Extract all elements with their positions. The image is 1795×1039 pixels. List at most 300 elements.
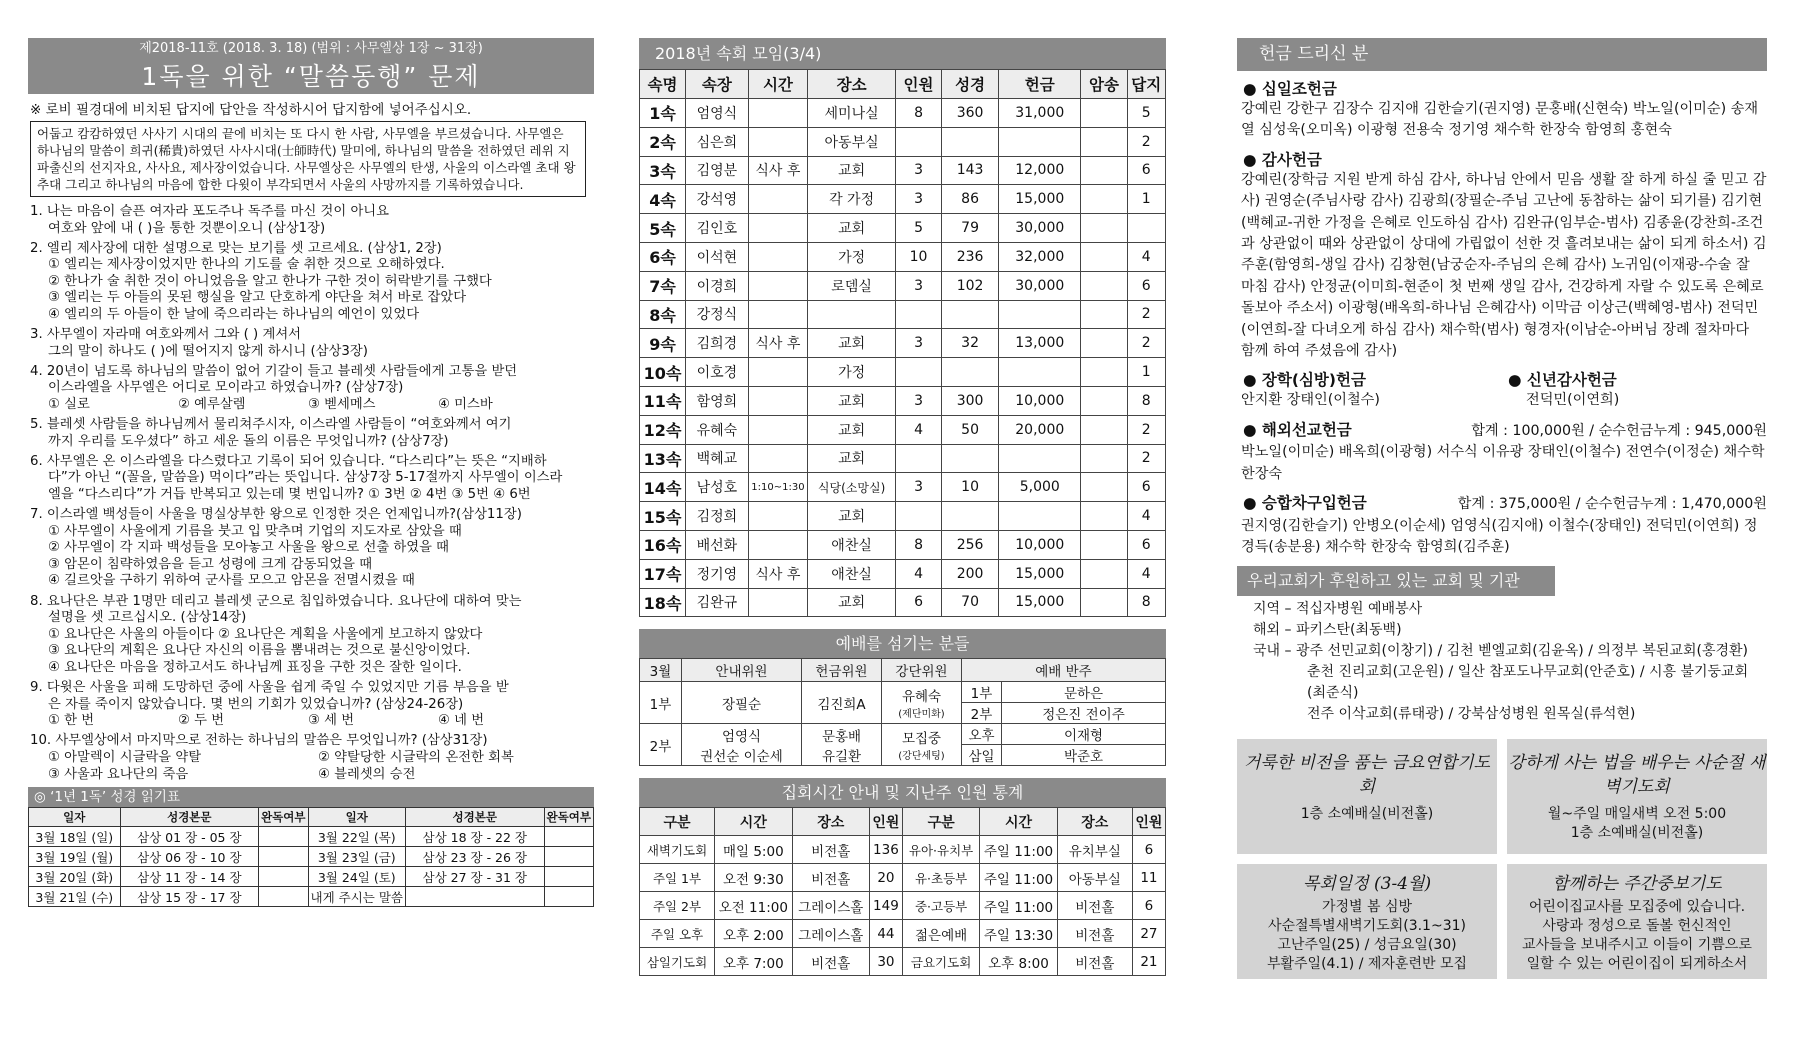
option: ① 실로 (48, 397, 90, 413)
reading-cell: 삼상 23 장 - 26 장 (406, 847, 545, 867)
stats-row (640, 920, 1166, 948)
meeting-cell (1081, 300, 1127, 329)
meeting-cell: 1속 (640, 99, 686, 128)
meeting-cell: 3 (895, 386, 941, 415)
meeting-cell: 11속 (640, 386, 686, 415)
meeting-cell: 김희경 (686, 329, 749, 358)
question-line: 5. 블레셋 사람들을 하나님께서 물리쳐주시자, 이스라엘 사람들이 “여호와께서 여기 (30, 417, 512, 433)
w-guide-head: 안내위원 (682, 659, 802, 682)
reading-header: 완독여부 (259, 808, 308, 827)
meeting-header: 인원 (895, 70, 941, 99)
stats-header: 구분 (640, 808, 715, 836)
meeting-cell: 가정 (808, 358, 896, 387)
meeting-cell: 10,000 (999, 386, 1081, 415)
meeting-cell: 20,000 (999, 415, 1081, 444)
meeting-cell (748, 358, 808, 387)
meeting-cell: 4 (1127, 502, 1166, 531)
stats-cell: 11 (1132, 864, 1165, 892)
reading-cell (544, 847, 593, 867)
meeting-cell (895, 127, 941, 156)
meeting-cell: 10 (942, 473, 999, 502)
w-order-3-label: 오후 (962, 724, 1002, 745)
meeting-cell: 12,000 (999, 156, 1081, 185)
meeting-cell: 32 (942, 329, 999, 358)
meeting-cell: 6 (1127, 156, 1166, 185)
meeting-row (640, 156, 1166, 185)
w-offering-head: 헌금위원 (802, 659, 882, 682)
meeting-cell: 15,000 (999, 588, 1081, 617)
option: ① 한 번 (48, 713, 95, 729)
w-altar1: 유혜숙 (제단미화) (882, 682, 962, 724)
meeting-cell (1081, 415, 1127, 444)
stats-cell: 비전홀 (792, 864, 869, 892)
support-domestic-3: 전주 이삭교회(류태광) / 강북삼성병원 원목실(류석현) (1307, 706, 1636, 723)
meeting-cell: 이석현 (686, 242, 749, 271)
meeting-cell (1081, 588, 1127, 617)
question-4 (28, 364, 594, 414)
meeting-cell: 교회 (808, 329, 896, 358)
option: ② 두 번 (178, 713, 225, 729)
meeting-row (640, 99, 1166, 128)
question-line: 6. 사무엘은 온 이스라엘을 다스렸다고 기록이 되어 있습니다. “다스리다”는 뜻은 “지배하 (30, 453, 547, 469)
meeting-cell (999, 300, 1081, 329)
stats-cell: 아동부실 (1057, 864, 1132, 892)
question-line: 4. 20년이 넘도록 하나님의 말씀이 없어 기갈이 들고 블레셋 사람들에게 고통을 받던 (30, 363, 518, 379)
question-line: ② 사무엘이 각 지파 백성들을 모아놓고 사울을 왕으로 선출 하였을 때 (48, 540, 449, 556)
question-options (30, 713, 594, 730)
question-line: ③ 엘리는 두 아들의 못된 행실을 알고 단호하게 야단을 쳐서 바로 잡았다 (48, 290, 467, 306)
meeting-cell (748, 185, 808, 214)
question-line: ② 한나가 술 취한 것이 아니었음을 알고 한나가 구한 것이 허락받기를 구했다 (48, 273, 492, 289)
reading-header: 일자 (308, 808, 405, 827)
meeting-cell (1081, 502, 1127, 531)
meeting-cell: 엄영식 (686, 99, 749, 128)
meeting-cell: 15속 (640, 502, 686, 531)
reading-cell (259, 847, 308, 867)
mission-list: 박노일(이미순) 배옥희(이광형) 서수식 이유광 장태인(이철수) 전연수(이정순) 채수학 한장숙 (1241, 444, 1765, 482)
meeting-row (640, 127, 1166, 156)
meeting-row (640, 329, 1166, 358)
meeting-cell: 8 (1127, 588, 1166, 617)
meeting-header: 헌금 (999, 70, 1081, 99)
stats-cell: 149 (869, 892, 902, 920)
question-options (30, 750, 594, 767)
reading-cell: 3월 24일 (토) (308, 867, 405, 887)
reading-row (29, 867, 594, 887)
reading-cell: 3월 20일 (화) (29, 867, 121, 887)
meeting-cell: 2 (1127, 127, 1166, 156)
stats-cell: 유치부실 (1057, 836, 1132, 864)
meeting-cell: 김정희 (686, 502, 749, 531)
meeting-cell (1081, 214, 1127, 243)
meeting-cell: 236 (942, 242, 999, 271)
meeting-cell: 교회 (808, 386, 896, 415)
meeting-header: 성경 (942, 70, 999, 99)
reading-header: 성경본문 (120, 808, 259, 827)
meeting-cell: 5속 (640, 214, 686, 243)
meeting-cell: 6 (895, 588, 941, 617)
reading-header: 완독여부 (544, 808, 593, 827)
meeting-cell (1081, 386, 1127, 415)
meeting-cell: 교회 (808, 502, 896, 531)
meeting-cell (942, 127, 999, 156)
meeting-row (640, 502, 1166, 531)
meeting-cell: 4 (895, 415, 941, 444)
meeting-cell (895, 300, 941, 329)
reading-cell: 삼상 18 장 - 22 장 (406, 827, 545, 847)
w-order-3-name: 이재형 (1002, 724, 1166, 745)
stats-cell: 오후 7:00 (715, 948, 793, 976)
meeting-cell: 3 (895, 473, 941, 502)
reading-table (28, 807, 594, 907)
question-line: 여호와 앞에 내 ( )을 통한 것뿐이오니 (삼상1장) (48, 220, 326, 236)
meeting-cell: 30,000 (999, 271, 1081, 300)
tithe-list: 강예린 강한구 김장수 김지애 김한슬기(권지영) 문홍배(신현숙) 박노일(이미순) 송재열 심성욱(오미옥) 이광형 전용숙 정기영 채수학 한장숙 함영희 홍현숙 (1241, 101, 1759, 139)
question-5 (28, 417, 594, 450)
reading-cell: 3월 23일 (금) (308, 847, 405, 867)
question-2 (28, 241, 594, 324)
stats-cell: 유·초등부 (902, 864, 979, 892)
meeting-cell (1127, 214, 1166, 243)
worship-title: 예배를 섬기는 분들 (639, 629, 1166, 658)
stats-cell: 오전 11:00 (715, 892, 793, 920)
tithe-title: ● 십일조헌금 (1243, 80, 1337, 98)
stats-cell: 비전홀 (792, 948, 869, 976)
meeting-cell: 13속 (640, 444, 686, 473)
question-line: 2. 엘리 제사장에 대한 설명으로 맞는 보기를 셋 고르세요. (삼상1, 2장) (30, 240, 442, 256)
option: ④ 블레셋의 승전 (318, 766, 416, 782)
question-line: 1. 나는 마음이 슬픈 여자라 포도주나 독주를 마신 것이 아니요 (30, 204, 390, 219)
stats-header: 시간 (980, 808, 1058, 836)
meeting-cell: 14속 (640, 473, 686, 502)
support-title: 우리교회가 후원하고 있는 교회 및 기관 (1237, 566, 1555, 596)
w-altar-head: 강단위원 (882, 659, 962, 682)
option: ① 아말렉이 시글락을 약탈 (48, 749, 202, 765)
stats-cell: 21 (1132, 948, 1165, 976)
meeting-cell: 50 (942, 415, 999, 444)
meeting-cell: 교회 (808, 156, 896, 185)
meeting-cell (1081, 242, 1127, 271)
meeting-row (640, 444, 1166, 473)
meeting-cell (999, 358, 1081, 387)
stats-cell: 오후 2:00 (715, 920, 793, 948)
van-list: 권지영(김한슬기) 안병오(이순세) 엄영식(김지애) 이철수(장태인) 전덕민(이연희) 정경득(송분용) 채수학 한장숙 함영희(김주훈) (1241, 517, 1758, 555)
question-options (30, 397, 594, 414)
stats-cell: 27 (1132, 920, 1165, 948)
w-p1: 1부 (640, 682, 682, 724)
question-7 (28, 507, 594, 590)
meeting-cell: 각 가정 (808, 185, 896, 214)
meeting-row (640, 530, 1166, 559)
reading-cell: 삼상 06 장 - 10 장 (120, 847, 259, 867)
meeting-cell: 1 (1127, 185, 1166, 214)
meeting-cell: 심은희 (686, 127, 749, 156)
meeting-cell: 17속 (640, 559, 686, 588)
stats-header: 인원 (869, 808, 902, 836)
w-p2-guide: 엄영식 권선순 이순세 (682, 724, 802, 766)
meeting-cell: 교회 (808, 214, 896, 243)
meeting-cell (1081, 329, 1127, 358)
meeting-cell (748, 502, 808, 531)
meeting-cell (748, 242, 808, 271)
stats-cell: 주일 13:30 (980, 920, 1058, 948)
stats-cell: 매일 5:00 (715, 836, 793, 864)
stats-header: 장소 (1057, 808, 1132, 836)
question-list (28, 204, 594, 783)
question-line: 이스라엘을 사무엘은 어디로 모이라고 하였습니까? (삼상7장) (48, 380, 404, 396)
meeting-header: 암송 (1081, 70, 1127, 99)
reading-row (29, 827, 594, 847)
meeting-header: 시간 (748, 70, 808, 99)
meeting-row (640, 386, 1166, 415)
meeting-cell (942, 358, 999, 387)
meeting-cell (1081, 444, 1127, 473)
meeting-cell: 143 (942, 156, 999, 185)
offering-title: 헌금 드리신 분 (1237, 38, 1767, 71)
meeting-cell: 15,000 (999, 185, 1081, 214)
meeting-cell: 배선화 (686, 530, 749, 559)
support-overseas: 해외 – 파키스탄(최동백) (1253, 622, 1402, 639)
meeting-cell: 6 (1127, 473, 1166, 502)
stats-header: 장소 (792, 808, 869, 836)
stats-cell: 젊은예배 (902, 920, 979, 948)
meeting-cell: 200 (942, 559, 999, 588)
meeting-row (640, 242, 1166, 271)
meeting-cell (1081, 99, 1127, 128)
stats-cell: 그레이스홀 (792, 920, 869, 948)
question-options (30, 767, 594, 784)
meeting-cell: 256 (942, 530, 999, 559)
meeting-cell: 김영분 (686, 156, 749, 185)
intro-box: 어둡고 캄캄하였던 사사기 시대의 끝에 비치는 또 다시 한 사람, 사무엘을 부르셨습니다. 사무엘은 하나님의 말씀이 희귀(稀貴)하였던 사사시대(士師時代) 말미에, 하나님의 말씀을 전하였던 레위 지파출신의 선지자요, 사사요, 제사장이었습니다. 사무엘상은 사무엘의 탄생, 사울의 이스라엘 초대 왕 추대 그리고 하나님의 마음에 합한 다윗이 부각되면서 사울의 사망까지를 기록하였습니다. (30, 121, 586, 197)
meeting-cell: 3 (895, 185, 941, 214)
meeting-cell: 5 (1127, 99, 1166, 128)
w-order-4-label: 삼일 (962, 745, 1002, 766)
meeting-cell: 8 (1127, 386, 1166, 415)
meeting-cell: 10,000 (999, 530, 1081, 559)
mission-title: ● 해외선교헌금 (1243, 420, 1352, 439)
reading-row (29, 887, 594, 907)
stats-row (640, 892, 1166, 920)
meeting-cell: 3속 (640, 156, 686, 185)
meeting-header: 장소 (808, 70, 896, 99)
meeting-row (640, 415, 1166, 444)
meeting-cell (1081, 559, 1127, 588)
meeting-cell: 식당(소망실) (808, 473, 896, 502)
option: ② 약탈당한 시글락의 온전한 회복 (318, 749, 514, 765)
meeting-cell: 300 (942, 386, 999, 415)
stats-cell: 금요기도회 (902, 948, 979, 976)
reading-header: 일자 (29, 808, 121, 827)
meeting-cell (808, 300, 896, 329)
meeting-row (640, 300, 1166, 329)
meeting-cell: 2 (1127, 329, 1166, 358)
question-line: ④ 엘리의 두 아들이 한 날에 죽으리라는 하나님의 예언이 있었다 (48, 307, 420, 323)
meeting-cell: 9속 (640, 329, 686, 358)
stats-cell: 주일 2부 (640, 892, 715, 920)
mission-sum: 합계 : 100,000원 / 순수헌금누계 : 945,000원 (1471, 422, 1767, 439)
question-line: 엘을 “다스리다”가 거듭 반복되고 있는데 몇 번입니까? ① 3번 ② 4번 ③ 5번 ④ 6번 (48, 487, 531, 502)
option: ④ 미스바 (438, 397, 493, 413)
meeting-cell: 4 (895, 559, 941, 588)
meeting-cell: 가정 (808, 242, 896, 271)
support-domestic-1: 국내 – 광주 선민교회(이창기) / 김천 벧엘교회(김윤옥) / 의정부 복된교회(홍경환) (1253, 643, 1748, 660)
meeting-cell (999, 444, 1081, 473)
meeting-cell: 2 (1127, 444, 1166, 473)
stats-cell: 6 (1132, 892, 1165, 920)
question-9 (28, 680, 594, 730)
stats-cell: 새벽기도회 (640, 836, 715, 864)
meeting-cell: 31,000 (999, 99, 1081, 128)
stats-row (640, 948, 1166, 976)
scholar-title: ● 장학(심방)헌금 (1243, 371, 1366, 390)
meeting-cell: 18속 (640, 588, 686, 617)
stats-row (640, 864, 1166, 892)
quiz-title: 1독을 위한 “말씀동행” 문제 (28, 60, 594, 94)
w-order-2-name: 정은진 전이주 (1002, 703, 1166, 724)
meeting-cell (895, 444, 941, 473)
meeting-cell: 2속 (640, 127, 686, 156)
stats-cell: 주일 11:00 (980, 864, 1058, 892)
meeting-cell: 교회 (808, 588, 896, 617)
meeting-cell (895, 358, 941, 387)
meeting-cell (942, 300, 999, 329)
reading-cell: 3월 21일 (수) (29, 887, 121, 907)
meeting-cell (748, 444, 808, 473)
meeting-cell: 애찬실 (808, 530, 896, 559)
stats-header: 인원 (1132, 808, 1165, 836)
meeting-cell: 강석영 (686, 185, 749, 214)
stats-cell: 주일 1부 (640, 864, 715, 892)
van-sum: 합계 : 375,000원 / 순수헌금누계 : 1,470,000원 (1457, 496, 1767, 513)
support-domestic-2: 춘천 진리교회(고운원) / 일산 참포도나무교회(안준호) / 시흥 불기둥교회(최준식) (1307, 664, 1749, 702)
meeting-cell: 10속 (640, 358, 686, 387)
stats-cell: 오후 8:00 (980, 948, 1058, 976)
meeting-cell: 15,000 (999, 559, 1081, 588)
meeting-cell: 102 (942, 271, 999, 300)
question-line: ③ 요나단의 계획은 요나단 자신의 이름을 뽐내려는 것으로 불신앙이었다. (48, 643, 471, 659)
option: ③ 사울과 요나단의 죽음 (48, 766, 189, 782)
meeting-cell (748, 588, 808, 617)
stats-cell: 비전홀 (792, 836, 869, 864)
meeting-row (640, 588, 1166, 617)
meeting-cell: 5,000 (999, 473, 1081, 502)
support-local: 지역 – 적십자병원 예배봉사 (1253, 601, 1423, 618)
question-line: ① 요나단은 사울의 아들이다 ② 요나단은 계획을 사울에게 보고하지 않았다 (48, 626, 483, 642)
meeting-header: 속장 (686, 70, 749, 99)
reading-cell: 3월 18일 (일) (29, 827, 121, 847)
meeting-cell: 교회 (808, 415, 896, 444)
question-line: ④ 길르앗을 구하기 위하여 군사를 모으고 암몬을 전멸시켰을 때 (48, 573, 415, 589)
meeting-cell: 함영희 (686, 386, 749, 415)
thanks-title: ● 감사헌금 (1243, 150, 1322, 169)
meeting-cell (1081, 156, 1127, 185)
stats-cell: 44 (869, 920, 902, 948)
stats-cell: 비전홀 (1057, 892, 1132, 920)
meeting-cell: 로뎀실 (808, 271, 896, 300)
w-altar2: 모집중 (강단세팅) (882, 724, 962, 766)
reading-cell (544, 827, 593, 847)
w-p1-guide: 장필순 (682, 682, 802, 724)
meeting-row (640, 185, 1166, 214)
meeting-row (640, 214, 1166, 243)
reading-cell (544, 887, 593, 907)
stats-cell: 20 (869, 864, 902, 892)
reading-cell (406, 887, 545, 907)
offering-column (1237, 38, 1767, 979)
question-line: 3. 사무엘이 자라매 여호와께서 그와 ( ) 계셔서 (30, 327, 302, 343)
question-line: 8. 요나단은 부관 1명만 데리고 블레셋 군으로 침입하였습니다. 요나단에 대하여 맞는 (30, 593, 522, 609)
meeting-header: 답지 (1127, 70, 1166, 99)
meeting-cell (942, 502, 999, 531)
stats-cell: 30 (869, 948, 902, 976)
meeting-cell (748, 386, 808, 415)
stats-cell: 오전 9:30 (715, 864, 793, 892)
meeting-row (640, 271, 1166, 300)
weekly-prayer-box: 함께하는 주간중보기도 어린이집교사를 모집중에 있습니다. 사랑과 정성으로 돌볼 헌신적인 교사들을 보내주시고 이들이 기쁨으로 일할 수 있는 어린이집이 되게하소서 (1507, 864, 1767, 979)
meeting-cell: 정기영 (686, 559, 749, 588)
meeting-cell: 아동부실 (808, 127, 896, 156)
meeting-cell: 30,000 (999, 214, 1081, 243)
question-line: ① 엘리는 제사장이었지만 한나의 기도를 술 취한 것으로 오해하였다. (48, 257, 445, 273)
meeting-cell: 애찬실 (808, 559, 896, 588)
meeting-title: 2018년 속회 모임(3/4) (639, 38, 1166, 69)
meeting-cell (1081, 127, 1127, 156)
meeting-cell (748, 99, 808, 128)
question-line: ③ 암몬이 침략하였음을 듣고 성령에 크게 감동되었을 때 (48, 556, 373, 572)
w-p1-offering: 김진희A (802, 682, 882, 724)
meeting-cell: 이호경 (686, 358, 749, 387)
stats-cell: 주일 오후 (640, 920, 715, 948)
meeting-cell (1081, 185, 1127, 214)
stats-header: 시간 (715, 808, 793, 836)
stats-cell: 비전홀 (1057, 948, 1132, 976)
reading-cell (259, 887, 308, 907)
meeting-cell: 6 (1127, 271, 1166, 300)
question-line: 10. 사무엘상에서 마지막으로 전하는 하나님의 말씀은 무엇입니까? (삼상31장) (30, 733, 488, 749)
middle-column (639, 38, 1166, 976)
meeting-cell: 360 (942, 99, 999, 128)
meeting-cell: 1:10~1:30 (748, 473, 808, 502)
meeting-cell (748, 415, 808, 444)
stats-cell: 136 (869, 836, 902, 864)
reading-plan-title: ◎ ‘1년 1독’ 성경 읽기표 (28, 787, 594, 807)
stats-cell: 중·고등부 (902, 892, 979, 920)
meeting-row (640, 559, 1166, 588)
reading-cell (259, 867, 308, 887)
stats-header: 구분 (902, 808, 979, 836)
meeting-cell: 5 (895, 214, 941, 243)
w-order-head: 예배 반주 (962, 659, 1166, 682)
question-1 (28, 204, 594, 237)
reading-cell: 3월 22일 (목) (308, 827, 405, 847)
thanks-list: 강예린(장학금 지원 받게 하심 감사, 하나님 안에서 믿음 생활 잘 하게 하실 줄 믿고 감사) 권영순(주님사랑 감사) 김광희(장필순-주님 고난에 동참하는 삶이 되기를) 김기현(백혜교-귀한 가정을 은혜로 인도하심 감사) 김완규(임부순-범사) 김종윤(강찬희-조건과 상관없이 때와 상관없이 상대에 가립없이 선한 것 흘려보내는 삶이 되게 하소서) 김주훈(함영희-생일 감사) 김창현(남궁순자-주님의 은혜 감사) 노귀임(이재광-수술 잘 마침 감사) 안정균(이미희-현준이 첫 번째 생일 감사, 건강하게 자랄 수 있도록 은혜로 돌보아 주소서) 이광형(배옥희-하나님 은혜감사) 이막금 이상근(백혜영-범사) 전덕민(이연희-잘 다녀오게 하심 감사) 채수학(범사) 형경자(이남순-아버님 장례 절차마다 함께 하여 주셨음에 감사) (1241, 171, 1767, 360)
stats-cell: 비전홀 (1057, 920, 1132, 948)
w-order-4-name: 박준호 (1002, 745, 1166, 766)
meeting-cell: 6 (1127, 530, 1166, 559)
question-line: 9. 다윗은 사울을 피해 도망하던 중에 사울을 쉽게 죽일 수 있었지만 기름 부음을 받 (30, 680, 509, 696)
reading-row (29, 847, 594, 867)
stats-cell: 유아·유치부 (902, 836, 979, 864)
meeting-cell: 2 (1127, 300, 1166, 329)
question-6 (28, 454, 594, 504)
meeting-cell: 식사 후 (748, 156, 808, 185)
meeting-cell: 8 (895, 99, 941, 128)
meeting-cell (748, 300, 808, 329)
dawn-prayer-box: 강하게 사는 법을 배우는 사순절 새벽기도회 월~주일 매일새벽 오전 5:00 1층 소예배실(비전홀) (1507, 739, 1767, 854)
question-3 (28, 327, 594, 360)
newyear-title: ● 신년감사헌금 (1508, 371, 1617, 390)
